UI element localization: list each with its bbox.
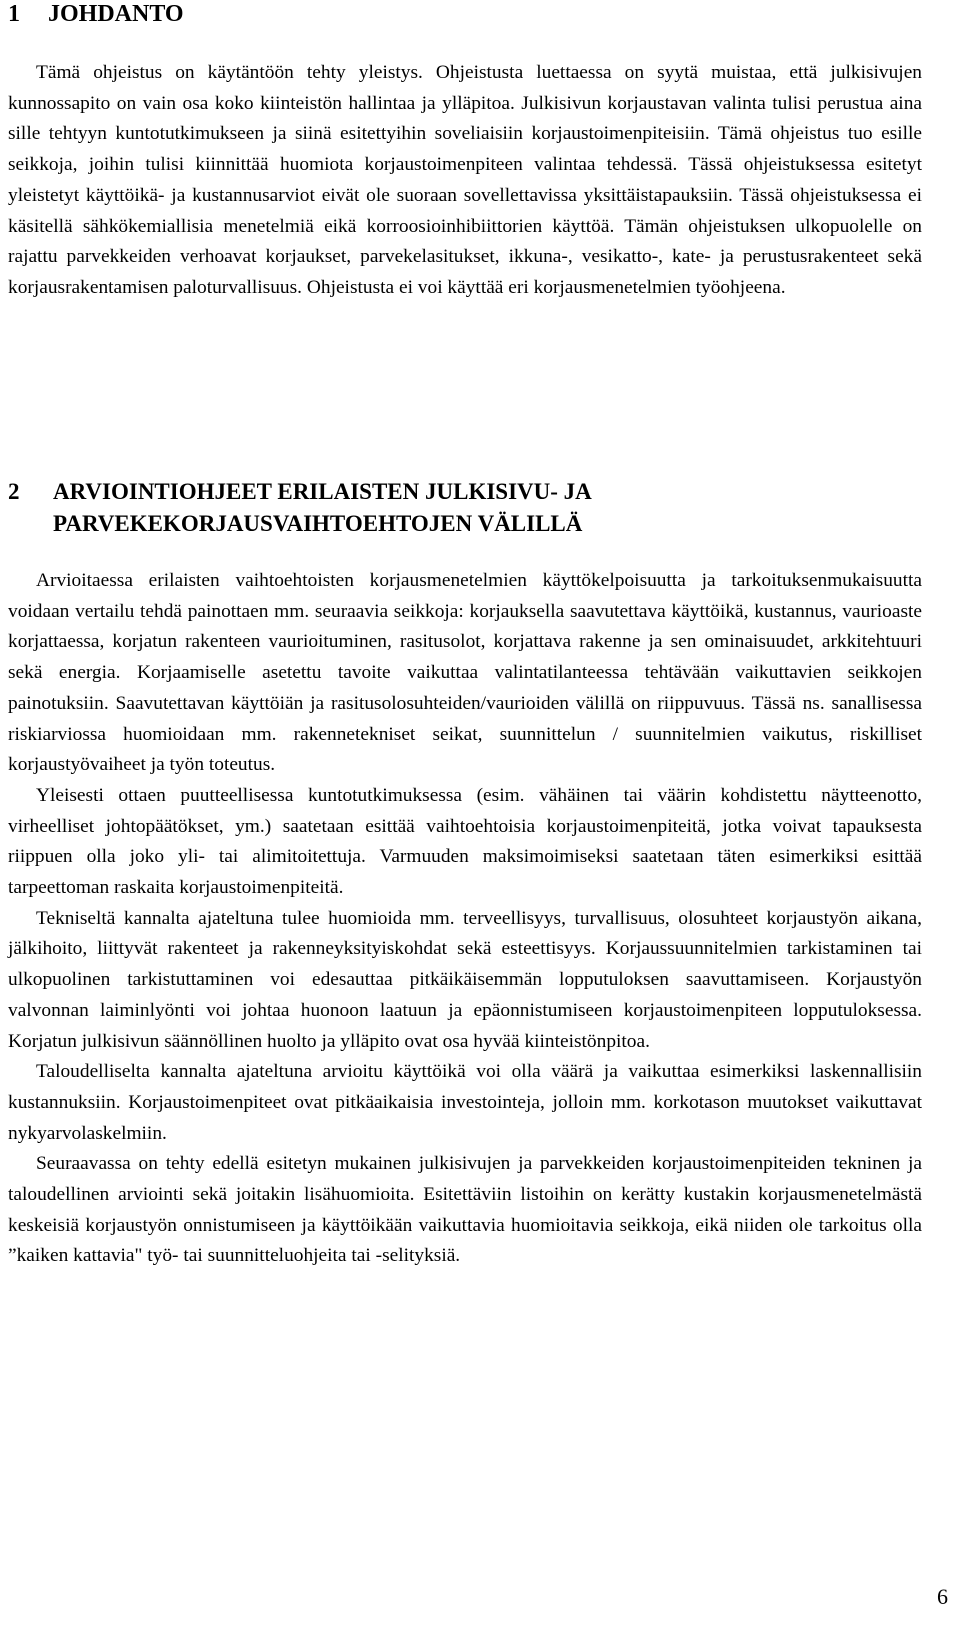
section-2-body [8, 566, 922, 1272]
section-2-paragraph: Taloudelliselta kannalta ajateltuna arvioitu käyttöikä voi olla väärä ja vaikuttaa esimerkiksi laskennallisiin kustannuksiin. Korjaustoimenpiteet ovat pitkäaikaisia investointeja, jolloin mm. korkotason muutokset vaikuttavat nykyarvolaskelmiin. [8, 1061, 922, 1144]
section-2-title-line-2: PARVEKEKORJAUSVAIHTOEHTOJEN VÄLILLÄ [53, 511, 583, 536]
section-2-title-line-1: ARVIOINTIOHJEET ERILAISTEN JULKISIVU- JA [53, 479, 592, 504]
section-1-paragraph: Tämä ohjeistus on käytäntöön tehty yleistys. Ohjeistusta luettaessa on syytä muistaa, että julkisivujen kunnossapito on vain osa koko kiinteistön hallintaa ja ylläpitoa. Julkisivun korjaustavan valinta tulisi perustua aina sille tehtyyn kuntotutkimukseen ja siinä esitettyihin soveliaisiin korjaustoimenpiteisiin. Tämä ohjeistus tuo esille seikkoja, joihin tulisi kiinnittää huomiota korjaustoimenpiteen valintaa tehdessä. Tässä ohjeistuksessa esitetyt yleistetyt käyttöikä- ja kustannusarviot eivät ole suoraan sovellettavissa yksittäistapauksiin. Tässä ohjeistuksessa ei käsitellä sähkökemiallisia menetelmiä eikä korroosioinhibiittorien käyttöä. Tämän ohjeistuksen ulkopuolelle on rajattu parvekkeiden verhoavat korjaukset, parvekelasitukset, ikkuna-, vesikatto-, kate- ja perustusrakenteet sekä korjausrakentamisen paloturvallisuus. Ohjeistusta ei voi käyttää eri korjausmenetelmien työohjeena. [8, 62, 922, 298]
section-1-number: 1 [8, 1, 20, 27]
page-number: 6 [937, 1584, 948, 1609]
section-1-heading [8, 0, 184, 28]
section-2-paragraph: Yleisesti ottaen puutteellisessa kuntotutkimuksessa (esim. vähäinen tai väärin kohdistettu näytteenotto, virheelliset johtopäätökset, ym.) saatetaan esittää vaihtoehtoisia korjaustoimenpiteitä, jotka voivat tapauksesta riippuen olla joko yli- tai alimitoitettuja. Varmuuden maksimoimiseksi saatetaan täten esimerkiksi esittää tarpeettoman raskaita korjaustoimenpiteitä. [8, 784, 922, 899]
section-1-title: JOHDANTO [48, 1, 184, 27]
section-2-paragraph: Arvioitaessa erilaisten vaihtoehtoisten korjausmenetelmien käyttökelpoisuutta ja tarkoituksenmukaisuutta voidaan vertailu tehdä painottaen mm. seuraavia seikkoja: korjauksella saavutettava käyttöikä, kustannus, vaurioaste korjattaessa, korjatun rakenteen vaurioituminen, rasitusolot, korjattava rakenne ja sen ominaisuudet, arkkitehtuuri sekä energia. Korjaamiselle asetettu tavoite vaikuttaa valintatilanteessa tehtävään vaikuttavien seikkojen painotuksiin. Saavutettavan käyttöiän ja rasitusolosuhteiden/vaurioiden välillä on riippuvuus. Tässä ns. sanallisessa riskiarviossa huomioidaan mm. rakennetekniset seikat, suunnittelun / suunnitelmien vaikutus, riskilliset korjaustyövaiheet ja työn toteutus. [8, 570, 922, 776]
section-2-paragraph: Seuraavassa on tehty edellä esitetyn mukainen julkisivujen ja parvekkeiden korjaustoimenpiteiden tekninen ja taloudellinen arviointi sekä joitakin lisähuomioita. Esitettäviin listoihin on kerätty kustakin korjausmenetelmästä keskeisiä korjaustyön onnistumiseen ja käyttöikään vaikuttavia huomioitavia seikkoja, eikä niiden ole tarkoitus olla ”kaiken kattavia" työ- tai suunnitteluohjeita tai -selityksiä. [8, 1153, 922, 1267]
section-2-number: 2 [8, 479, 20, 504]
section-2-heading [8, 476, 922, 540]
section-2-paragraph: Tekniseltä kannalta ajateltuna tulee huomioida mm. terveellisyys, turvallisuus, olosuhteet korjaustyön aikana, jälkihoito, liittyvät rakenteet ja rakenneyksityiskohdat sekä esteettisyys. Korjaussuunnitelmien tarkistaminen tai ulkopuolinen tarkistuttaminen voi edesauttaa pitkäikäisemmän lopputuloksen saavuttamiseen. Korjaustyön valvonnan laiminlyönti voi johtaa huonoon laatuun ja epäonnistumiseen korjaustoimenpiteen lopputuloksessa. Korjatun julkisivun säännöllinen huolto ja ylläpito ovat osa hyvää kiinteistönpitoa. [8, 907, 922, 1052]
